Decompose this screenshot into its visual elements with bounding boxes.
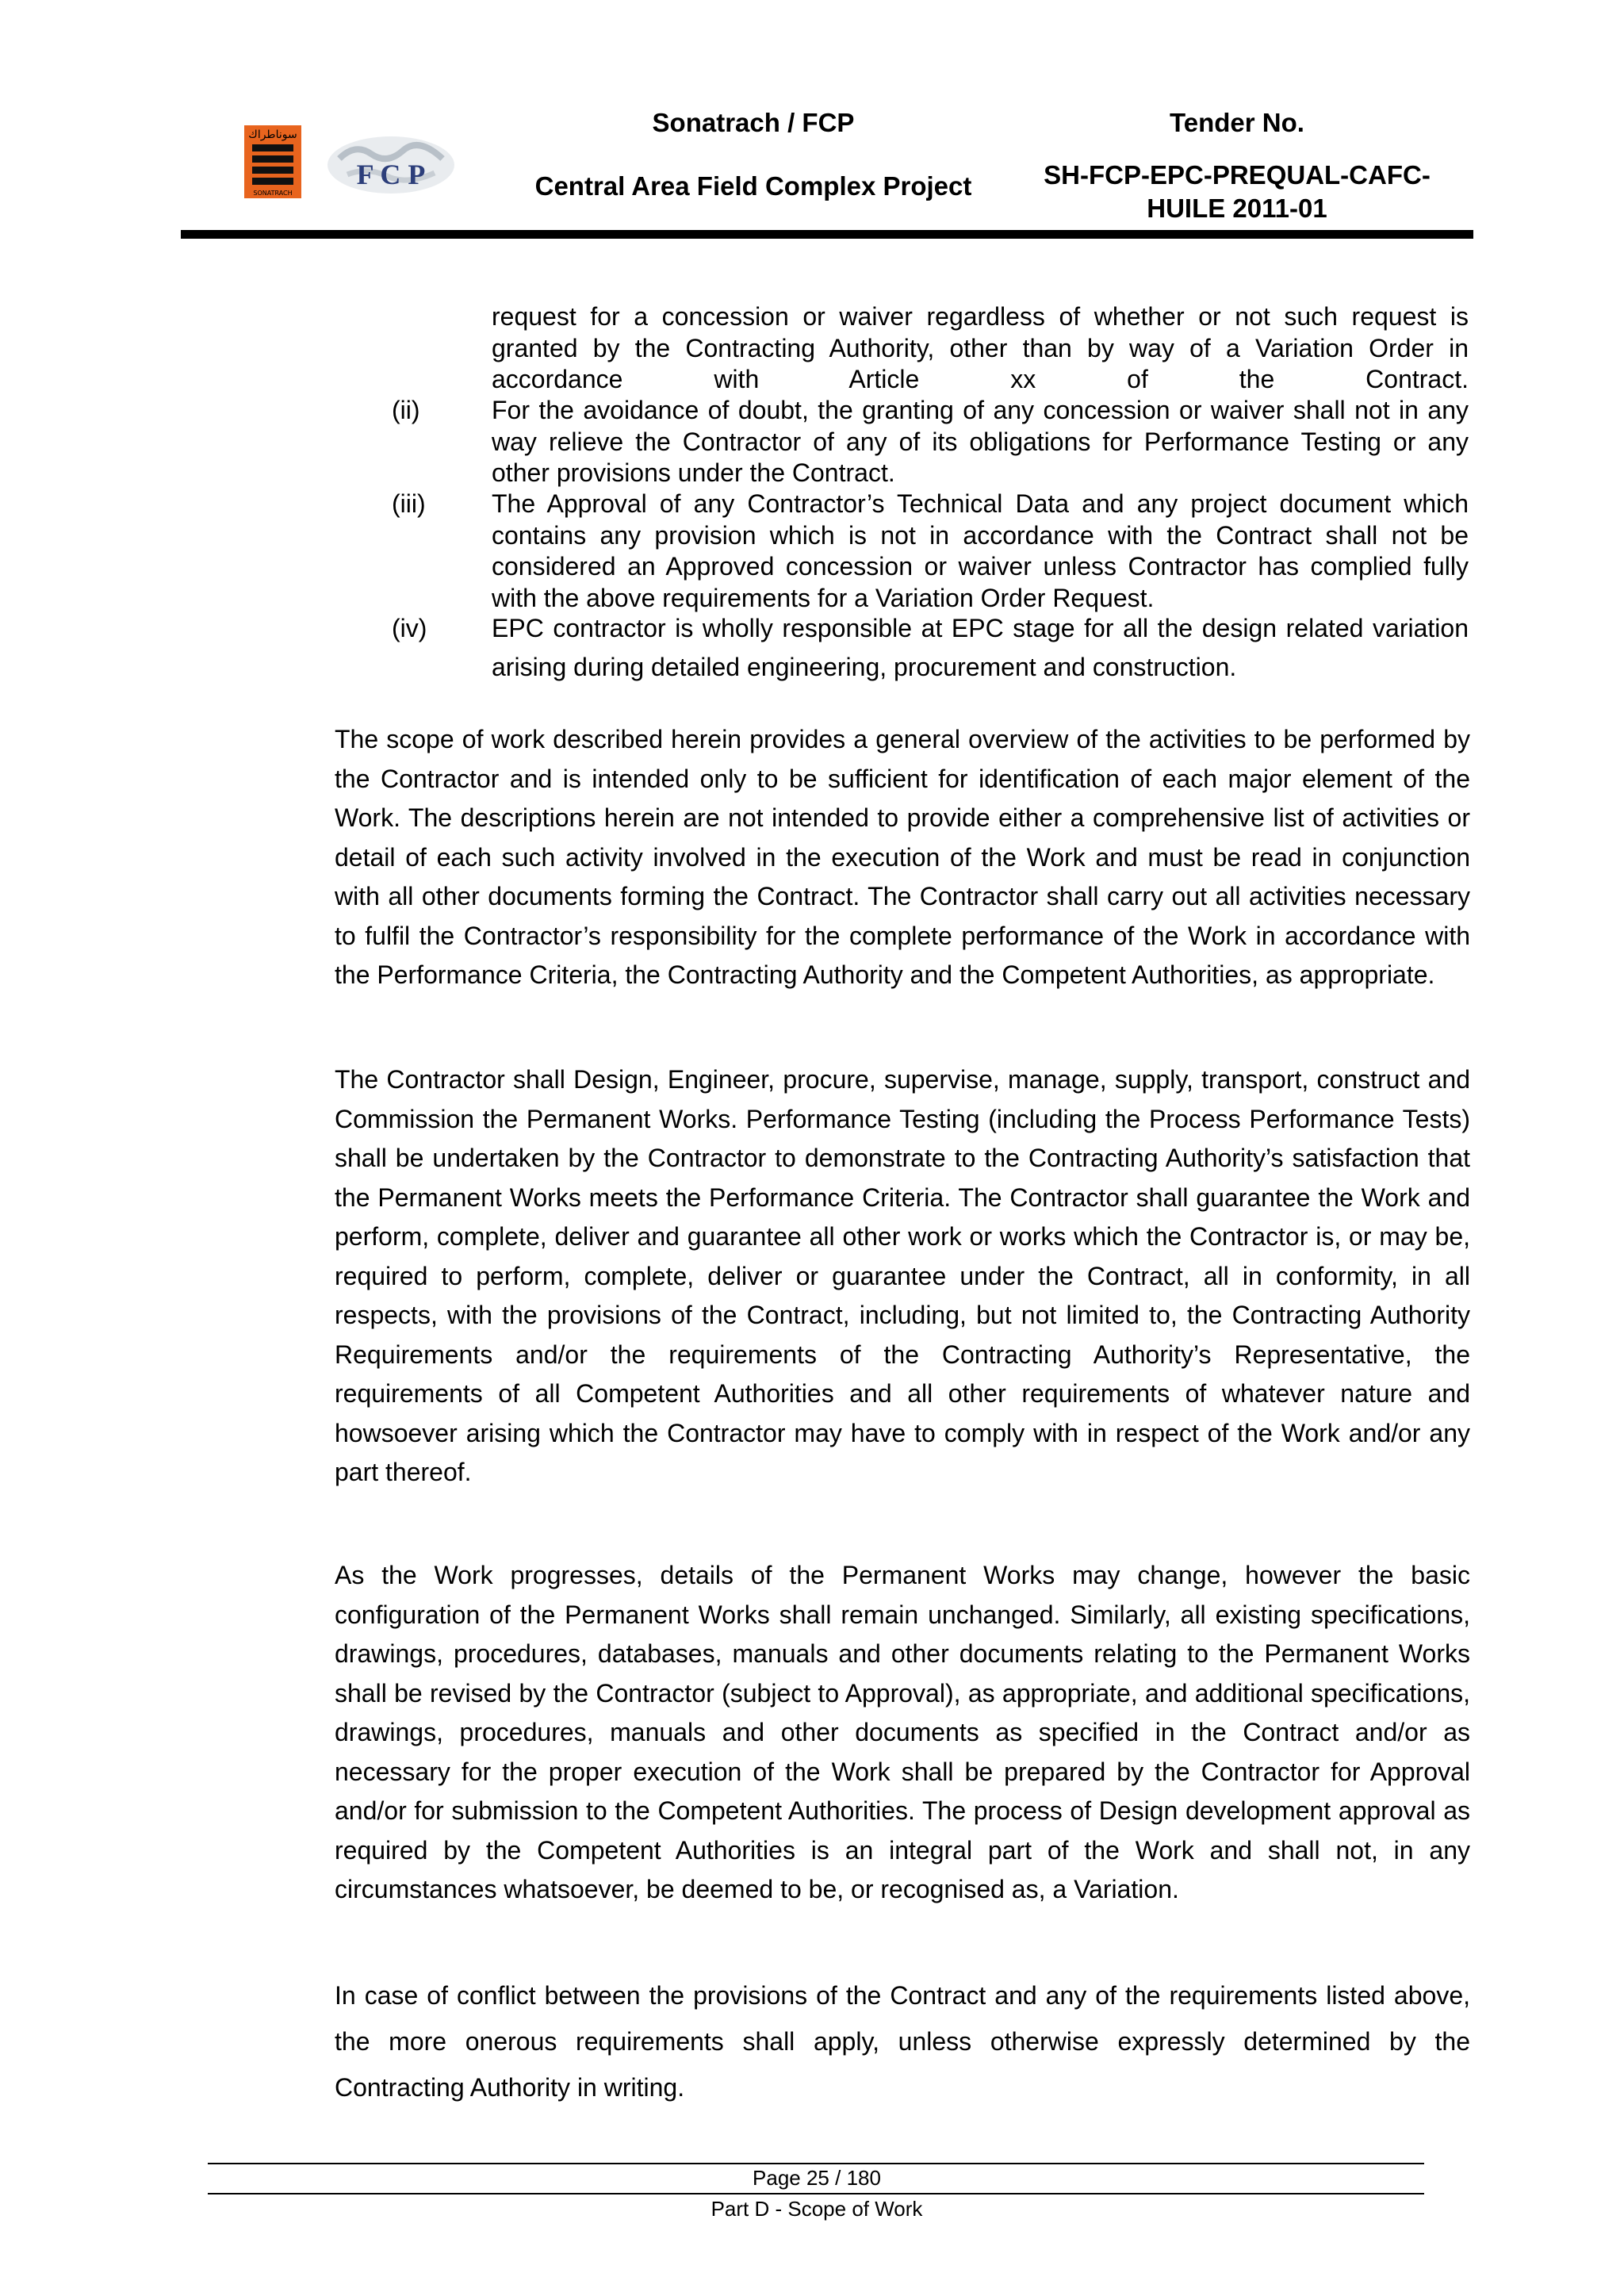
- footer-rule-top: [208, 2163, 1424, 2164]
- paragraph-conflict: In case of conflict between the provisions of the Contract and any of the requirements listed above, the more onerous requirements shall apply, unless otherwise expressly determined by the Contracting Authority in writing.: [335, 1981, 1470, 2102]
- list-item-text: EPC contractor is wholly responsible at EPC stage for all the design related variation arising during detailed engineering, procurement and construction.: [492, 614, 1469, 681]
- list-item-number: (ii): [392, 396, 420, 424]
- footer-page-number: Page 25 / 180: [753, 2166, 881, 2190]
- list-item-text: The Approval of any Contractor’s Technical Data and any project document which contains any provision which is not in accordance with the Contract shall not be considered an Approved concession or waiver unless Contractor has complied fully with the above requirements for a Variation Order Request.: [492, 489, 1469, 612]
- header-rule: [181, 230, 1473, 239]
- header-tender-label: Tender No.: [1170, 108, 1304, 137]
- footer-part-title: Part D - Scope of Work: [710, 2197, 923, 2221]
- list-item-number: (iii): [392, 489, 426, 518]
- header-tender-number: SH-FCP-EPC-PREQUAL-CAFC-HUILE 2011-01: [1044, 160, 1431, 223]
- paragraph-scope-overview: The scope of work described herein provides a general overview of the activities to be performed by the Contractor and is intended only to be sufficient for identification of each major element of the Work. The descriptions herein are not intended to provide either a comprehensive list of activities or detail of each such activity involved in the execution of the Work and must be read in conjunction with all other documents forming the Contract. The Contractor shall carry out all activities necessary to fulfil the Contractor’s responsibility for the complete performance of the Work in accordance with the Performance Criteria, the Contracting Authority and the Competent Authorities, as appropriate.: [335, 725, 1470, 989]
- list-item-text: For the avoidance of doubt, the granting of any concession or waiver shall not in any way relieve the Contractor of any of its obligations for Performance Testing or any other provisions under the Contract.: [492, 396, 1469, 487]
- header-company: Sonatrach / FCP: [652, 108, 855, 137]
- footer-rule-bottom: [208, 2193, 1424, 2194]
- fcp-logo-text: F C P: [356, 159, 426, 190]
- paragraph-work-progress: As the Work progresses, details of the Permanent Works may change, however the basic configuration of the Permanent Works shall remain unchanged. Similarly, all existing specifications, drawings, procedures, databases, manuals and other documents relating to the Permanent Works shall be revised by the Contractor (subject to Approval), as appropriate, and additional specifications, drawings, procedures, manuals and other documents as specified in the Contract and/or as necessary for the proper execution of the Work shall be prepared by the Contractor for Approval and/or for submission to the Competent Authorities. The process of Design development approval as required by the Competent Authorities is an integral part of the Work and shall not, in any circumstances whatsoever, be deemed to be, or recognised as, a Variation.: [335, 1561, 1470, 1903]
- logo-caption: SONATRACH: [253, 190, 293, 197]
- list-continuation-text: request for a concession or waiver regardless of whether or not such request is granted by the Contracting Authority, other than by way of a Variation Order in accordance with Article xx of the Contract.: [492, 302, 1469, 393]
- header-project: Central Area Field Complex Project: [534, 171, 972, 201]
- fcp-logo: [324, 127, 458, 206]
- sonatrach-logo: [244, 125, 301, 198]
- logo-arabic-text: سوناطراك: [248, 128, 297, 141]
- paragraph-contractor-obligations: The Contractor shall Design, Engineer, procure, supervise, manage, supply, transport, construct and Commission the Permanent Works. Performance Testing (including the Process Performance Tests) shall be undertaken by the Contractor to demonstrate to the Contracting Authority’s satisfaction that the Permanent Works meets the Performance Criteria. The Contractor shall guarantee the Work and perform, complete, deliver and guarantee all other work or works which the Contractor is, or may be, required to perform, complete, deliver or guarantee under the Contract, all in conformity, in all respects, with the provisions of the Contract, including, but not limited to, the Contracting Authority Requirements and/or the requirements of the Contracting Authority’s Representative, the requirements of all Competent Authorities and all other requirements of whatever nature and howsoever arising which the Contractor may have to comply with in respect of the Work and/or any part thereof.: [335, 1065, 1470, 1486]
- list-item-number: (iv): [392, 614, 427, 642]
